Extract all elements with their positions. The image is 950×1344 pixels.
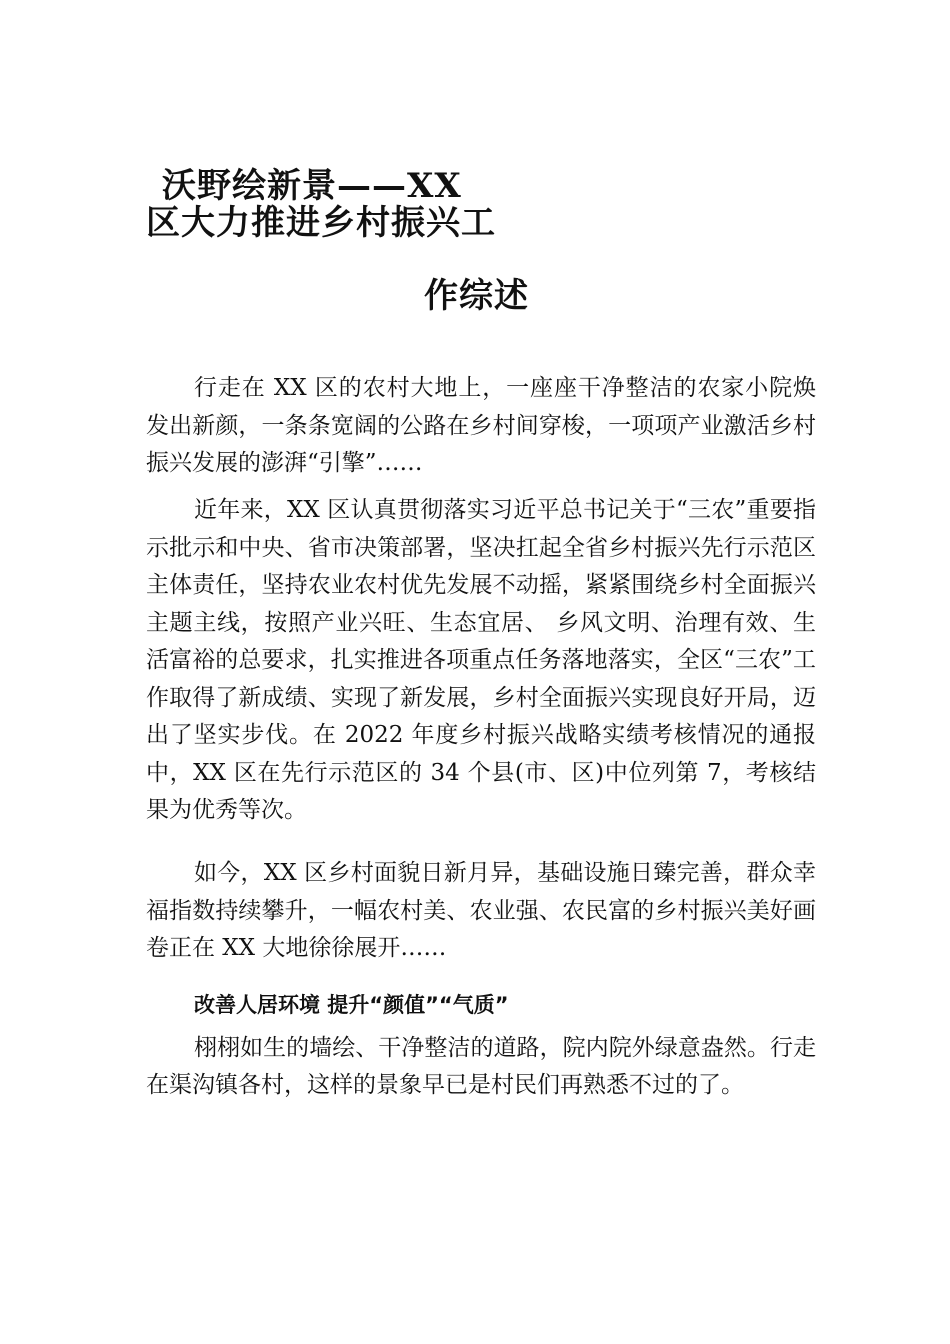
section-paragraph: 栩栩如生的墙绘、干净整洁的道路，院内院外绿意盎然。行走在渠沟镇各村，这样的景象早已是村民们再熟悉不过的了。	[146, 1035, 816, 1098]
title-line-1: 沃野绘新景——XX	[162, 166, 462, 206]
paragraph-achievements: 近年来，XX 区认真贯彻落实习近平总书记关于“三农”重要指示批示和中央、省市决策部署，坚决扛起全省乡村振兴先行示范区主体责任，坚持农业农村优先发展不动摇，紧紧围绕乡村全面振兴主题主线，按照产业兴旺、生态宜居、 乡风文明、治理有效、生活富裕的总要求，扎实推进各项重点任务落地落实，全区“三农”工作取得了新成绩、实现了新发展，乡村全面振兴实现良好开局，迈出了坚实步伐。在 2022 年度乡村振兴战略实绩考核情况的通报中，XX 区在先行示范区的 34 个县(市、区)中位列第 7，考核结果为优秀等次。	[146, 497, 816, 823]
paragraph-intro: 行走在 XX 区的农村大地上，一座座干净整洁的农家小院焕发出新颜，一条条宽阔的公路在乡村间穿梭，一项项产业激活乡村振兴发展的澎湃“引擎”……	[146, 375, 816, 476]
title-line-3: 作综述	[424, 276, 529, 316]
title-line-2: 区大力推进乡村振兴工	[146, 203, 496, 243]
section-heading: 改善人居环境 提升“颜值”“气质”	[194, 993, 509, 1017]
paragraph-outlook: 如今，XX 区乡村面貌日新月异，基础设施日臻完善，群众幸福指数持续攀升，一幅农村美、农业强、农民富的乡村振兴美好画卷正在 XX 大地徐徐展开……	[146, 860, 816, 961]
